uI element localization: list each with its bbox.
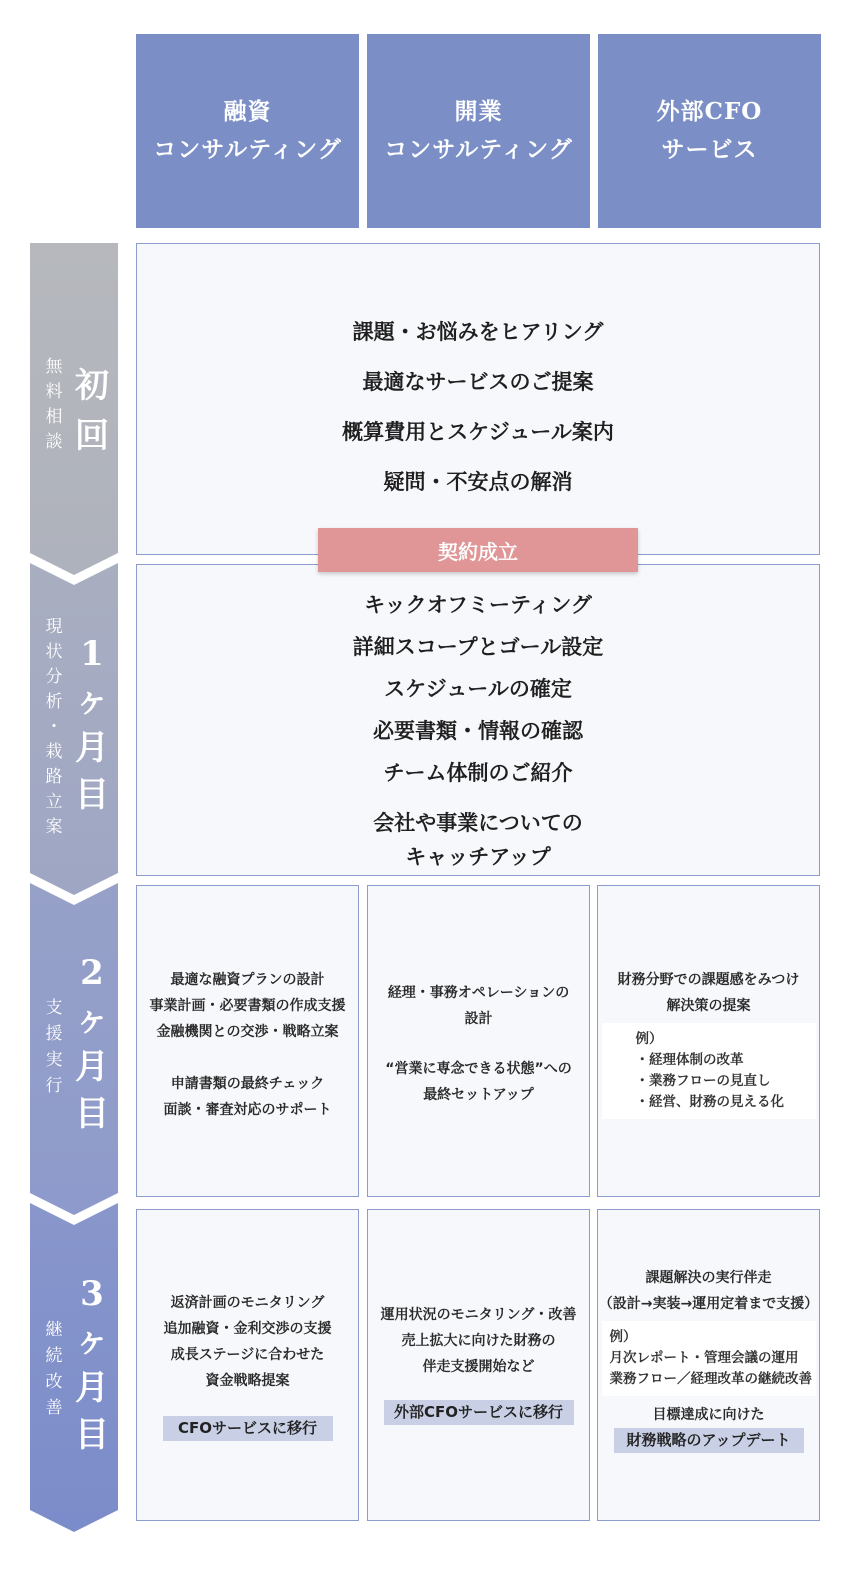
example-item: ・経理体制の改革 bbox=[635, 1052, 744, 1068]
month2-cfo-box bbox=[597, 885, 820, 1197]
month2-loan-item: 最適な融資プランの設計 bbox=[170, 972, 325, 988]
phase-sub-char: 改 bbox=[45, 1372, 63, 1392]
phase-title-char: 初 bbox=[75, 366, 109, 406]
phase-title-char: ヶ bbox=[75, 681, 109, 721]
phase-title-char: 回 bbox=[75, 416, 109, 456]
month1-item: 会社や事業についての bbox=[373, 811, 583, 835]
month3-cfo-head: 課題解決の実行伴走 bbox=[645, 1270, 772, 1286]
month1-item: チーム体制のご紹介 bbox=[383, 761, 573, 785]
phase-sub-char: 実 bbox=[45, 1050, 63, 1070]
initial-item: 疑問・不安点の解消 bbox=[383, 470, 573, 494]
service-header-line2: コンサルティング bbox=[153, 136, 342, 163]
month2-startup-item: “営業に専念できる状態”への bbox=[385, 1061, 572, 1077]
month2-startup-item: 設計 bbox=[464, 1011, 493, 1027]
phase-sub-char: 析 bbox=[45, 692, 63, 712]
phase-title-char: 月 bbox=[75, 1047, 109, 1087]
month1-item: スケジュールの確定 bbox=[384, 677, 572, 701]
service-header-line1: 融資 bbox=[223, 98, 272, 125]
initial-item: 課題・お悩みをヒアリング bbox=[352, 320, 604, 344]
example-item: ・業務フローの見直し bbox=[635, 1073, 771, 1089]
phase-sub-char: 無 bbox=[45, 357, 63, 377]
phase-sub-char: 続 bbox=[45, 1346, 63, 1366]
phase-label-month2 bbox=[30, 883, 118, 1203]
service-header-cfo bbox=[598, 34, 821, 228]
month2-loan-item: 金融機関との交渉・戦略立案 bbox=[156, 1024, 339, 1040]
month2-loan-box bbox=[136, 885, 359, 1197]
phase-sub-char: ・ bbox=[45, 717, 63, 737]
month3-startup-box bbox=[367, 1209, 590, 1521]
month3-cfo-head: （設計→実装→運用定着まで支援） bbox=[598, 1296, 819, 1312]
month2-loan-item: 申請書類の最終チェック bbox=[170, 1076, 325, 1092]
month3-cfo-examples bbox=[602, 1321, 816, 1396]
service-header-line2: コンサルティング bbox=[384, 136, 573, 163]
phase-sub-char: 善 bbox=[45, 1398, 63, 1418]
phase-title-char: 月 bbox=[75, 728, 109, 768]
example-label: 例） bbox=[635, 1031, 663, 1047]
month2-loan-item: 事業計画・必要書類の作成支援 bbox=[149, 998, 346, 1014]
month3-loan-item: 成長ステージに合わせた bbox=[170, 1347, 325, 1363]
month2-cfo-head: 財務分野での課題感をみつけ bbox=[617, 972, 800, 988]
month2-startup-item: 最終セットアップ bbox=[423, 1087, 534, 1103]
cfo-transition-tag: CFOサービスに移行 bbox=[163, 1416, 333, 1441]
example-item: 月次レポート・管理会議の運用 bbox=[609, 1350, 799, 1366]
month3-loan-box bbox=[136, 1209, 359, 1521]
initial-item: 最適なサービスのご提案 bbox=[362, 370, 594, 394]
phase-sub-char: 案 bbox=[45, 817, 63, 837]
phase-title-char: 月 bbox=[75, 1368, 109, 1408]
month3-loan-item: 資金戦略提案 bbox=[205, 1373, 290, 1389]
month1-item: キックオフミーティング bbox=[364, 593, 592, 617]
phase-sub-char: 援 bbox=[45, 1024, 63, 1044]
month2-startup-box bbox=[367, 885, 590, 1197]
phase-title-char: 2 bbox=[80, 953, 104, 993]
month1-item: 詳細スコープとゴール設定 bbox=[352, 635, 604, 659]
example-item: ・経営、財務の見える化 bbox=[635, 1094, 784, 1110]
service-header-line1: 開業 bbox=[454, 98, 503, 125]
month2-cfo-examples bbox=[602, 1023, 816, 1119]
initial-item: 概算費用とスケジュール案内 bbox=[342, 420, 614, 444]
phase-title-char: 目 bbox=[75, 1415, 109, 1455]
phase-title-char: 目 bbox=[75, 1094, 109, 1134]
month3-loan-item: 追加融資・金利交渉の支援 bbox=[163, 1321, 332, 1337]
phase-sub-char: 分 bbox=[45, 667, 63, 687]
phase-sub-char: 料 bbox=[45, 382, 63, 402]
phase-sub-char: 立 bbox=[45, 792, 63, 812]
phase-sub-char: 支 bbox=[45, 998, 63, 1018]
strategy-update-tag: 財務戦略のアップデート bbox=[614, 1428, 804, 1453]
month3-cfo-box bbox=[597, 1209, 820, 1521]
example-item: 業務フロー／経理改革の継続改善 bbox=[609, 1371, 812, 1387]
phase-sub-char: 継 bbox=[45, 1320, 63, 1340]
month3-startup-item: 運用状況のモニタリング・改善 bbox=[380, 1307, 577, 1323]
phase-sub-char: 行 bbox=[45, 1076, 63, 1096]
month3-loan-item: 返済計画のモニタリング bbox=[170, 1295, 325, 1311]
month1-item: キャッチアップ bbox=[405, 845, 551, 869]
phase-title-char: 3 bbox=[80, 1274, 104, 1314]
service-header-loan bbox=[136, 34, 359, 228]
phase-sub-char: 路 bbox=[45, 767, 63, 787]
month3-cfo-goal: 目標達成に向けた bbox=[652, 1407, 765, 1423]
phase-label-initial bbox=[30, 243, 118, 563]
phase-sub-char: 相 bbox=[45, 407, 63, 427]
phase-title-char: ヶ bbox=[75, 1000, 109, 1040]
phase-label-month1 bbox=[30, 563, 118, 883]
phase-title-char: 1 bbox=[80, 634, 104, 674]
service-header-line1: 外部CFO bbox=[656, 98, 763, 125]
month1-item: 必要書類・情報の確認 bbox=[373, 719, 583, 743]
initial-consultation-box bbox=[136, 243, 820, 555]
month3-startup-item: 伴走支援開始など bbox=[422, 1359, 535, 1375]
phase-title-char: ヶ bbox=[75, 1321, 109, 1361]
month2-cfo-head: 解決策の提案 bbox=[666, 998, 751, 1014]
phase-label-month3 bbox=[30, 1203, 118, 1523]
phase-sub-char: 栽 bbox=[45, 742, 63, 762]
phase-title-char: 目 bbox=[75, 775, 109, 815]
month2-startup-item: 経理・事務オペレーションの bbox=[387, 985, 570, 1001]
external-cfo-transition-tag: 外部CFOサービスに移行 bbox=[384, 1400, 574, 1425]
phase-sub-char: 談 bbox=[45, 432, 63, 452]
example-label: 例） bbox=[609, 1329, 637, 1345]
month3-startup-item: 売上拡大に向けた財務の bbox=[401, 1333, 556, 1349]
phase-sub-char: 現 bbox=[45, 617, 63, 637]
service-header-startup bbox=[367, 34, 590, 228]
contract-badge: 契約成立 bbox=[318, 528, 638, 572]
phase-sub-char: 状 bbox=[45, 642, 63, 662]
month2-loan-item: 面談・審査対応のサポート bbox=[163, 1102, 332, 1118]
month1-box bbox=[136, 564, 820, 876]
service-header-line2: サービス bbox=[661, 136, 758, 163]
